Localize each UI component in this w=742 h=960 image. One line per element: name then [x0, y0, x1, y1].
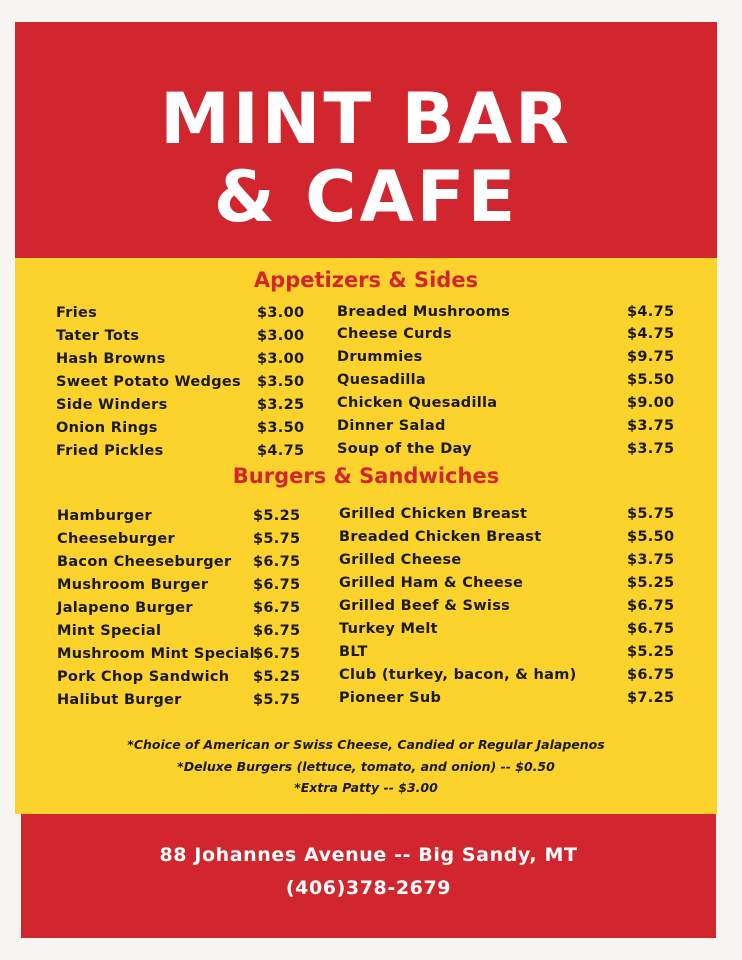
menu-item-name: Hash Browns [56, 351, 166, 367]
menu-item-price: $5.75 [253, 531, 301, 547]
menu-item-name: Cheeseburger [57, 531, 175, 547]
menu-item-price: $9.75 [627, 349, 675, 365]
menu-item-name: Pioneer Sub [339, 690, 442, 706]
menu-note: *Choice of American or Swiss Cheese, Candied or Regular Jalapenos [127, 737, 605, 752]
phone-number: (406)378-2679 [285, 877, 452, 899]
menu-item-name: Pork Chop Sandwich [57, 669, 230, 685]
burgers-title: Burgers & Sandwiches [232, 464, 500, 488]
menu-item-name: Fries [56, 305, 98, 321]
menu-item-name: Fried Pickles [56, 443, 164, 459]
menu-item-name: Cheese Curds [337, 326, 452, 342]
menu-note: *Deluxe Burgers (lettuce, tomato, and onion) -- $0.50 [177, 759, 555, 774]
menu-header [15, 22, 717, 258]
menu-body [15, 258, 717, 814]
menu-item-price: $5.25 [627, 644, 675, 660]
menu-item-name: Breaded Chicken Breast [339, 529, 542, 545]
menu-item-name: Onion Rings [56, 420, 158, 436]
menu-item-name: Jalapeno Burger [57, 600, 193, 616]
appetizers-title: Appetizers & Sides [253, 268, 479, 292]
menu-item-price: $5.75 [253, 692, 301, 708]
menu-item-price: $5.50 [627, 529, 675, 545]
menu-item-name: Bacon Cheeseburger [57, 554, 232, 570]
menu-item-price: $5.25 [627, 575, 675, 591]
menu-item-price: $3.75 [627, 552, 675, 568]
menu-item-name: Sweet Potato Wedges [56, 374, 241, 390]
menu-item-price: $3.50 [257, 374, 305, 390]
menu-item-name: Breaded Mushrooms [337, 304, 511, 320]
menu-item-price: $6.75 [627, 621, 675, 637]
menu-item-name: Chicken Quesadilla [337, 395, 498, 411]
menu-item-name: Tater Tots [56, 328, 140, 344]
menu-item-price: $4.75 [257, 443, 305, 459]
menu-item-price: $9.00 [627, 395, 675, 411]
menu-item-price: $6.75 [253, 646, 301, 662]
menu-item-price: $5.50 [627, 372, 675, 388]
menu-item-name: BLT [339, 644, 368, 660]
menu-item-price: $3.00 [257, 328, 305, 344]
menu-item-price: $3.00 [257, 351, 305, 367]
menu-item-name: Grilled Cheese [339, 552, 462, 568]
menu-item-price: $6.75 [627, 598, 675, 614]
restaurant-name-line2: & CAFE [213, 156, 519, 238]
menu-item-price: $5.25 [253, 508, 301, 524]
menu-item-name: Club (turkey, bacon, & ham) [339, 667, 577, 683]
menu-footer [21, 814, 716, 938]
menu-item-name: Halibut Burger [57, 692, 182, 708]
menu-item-price: $6.75 [253, 623, 301, 639]
menu-item-name: Mint Special [57, 623, 162, 639]
menu-item-name: Soup of the Day [337, 441, 472, 457]
menu-item-price: $4.75 [627, 304, 675, 320]
menu-item-price: $3.50 [257, 420, 305, 436]
address: 88 Johannes Avenue -- Big Sandy, MT [159, 844, 578, 866]
menu-item-price: $5.25 [253, 669, 301, 685]
menu-item-price: $3.25 [257, 397, 305, 413]
menu-item-price: $3.75 [627, 441, 675, 457]
menu-item-price: $3.75 [627, 418, 675, 434]
menu-item-name: Grilled Chicken Breast [339, 506, 528, 522]
menu-item-name: Dinner Salad [337, 418, 446, 434]
menu-item-name: Side Winders [56, 397, 168, 413]
menu-item-name: Quesadilla [337, 372, 426, 388]
menu-item-price: $5.75 [627, 506, 675, 522]
menu-item-name: Turkey Melt [339, 621, 438, 637]
menu-item-name: Hamburger [57, 508, 152, 524]
menu-item-price: $4.75 [627, 326, 675, 342]
menu-item-name: Drummies [337, 349, 423, 365]
menu-item-name: Grilled Beef & Swiss [339, 598, 511, 614]
menu-item-price: $6.75 [253, 577, 301, 593]
menu-item-price: $6.75 [253, 600, 301, 616]
menu-note: *Extra Patty -- $3.00 [294, 780, 438, 795]
menu-item-price: $3.00 [257, 305, 305, 321]
menu-item-name: Mushroom Mint Special [57, 646, 255, 662]
menu-item-name: Grilled Ham & Cheese [339, 575, 524, 591]
menu-item-price: $6.75 [253, 554, 301, 570]
menu-item-price: $7.25 [627, 690, 675, 706]
restaurant-name-line1: MINT BAR [160, 78, 572, 160]
menu-item-name: Mushroom Burger [57, 577, 209, 593]
menu-item-price: $6.75 [627, 667, 675, 683]
